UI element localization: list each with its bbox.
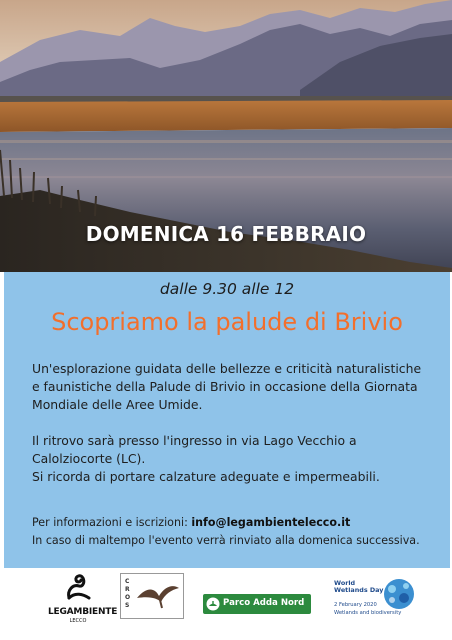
wwd-title-line1: World [334,579,356,587]
meeting-point-text: Il ritrovo sarà presso l'ingresso in via Lago Vecchio a Calolziocorte (LC). [32,433,357,466]
meeting-paragraph [32,432,432,486]
swan-logo-icon [63,572,93,602]
contact-line [32,514,442,532]
description-paragraph: Un'esplorazione guidata delle bellezze e criticità naturalistiche e faunistiche della Palude di Brivio in occasione della Giornata Mondiale delle Aree Umide. [32,361,422,412]
event-time: dalle 9.30 alle 12 [159,280,295,298]
event-date-headline: DOMENICA 16 FEBBRAIO [85,222,367,246]
cros-letters: CROS [125,578,131,609]
email-link[interactable]: info@legambientelecco.it [191,516,351,529]
footwear-note: Si ricorda di portare calzature adeguate e impermeabili. [32,469,380,484]
parco-adda-nord-logo [203,594,311,614]
legambiente-logo [48,572,118,624]
parco-emblem-icon [206,597,220,611]
legambiente-name: LEGAMBIENTE [48,607,118,617]
wwd-title-line2: Wetlands Day [334,586,384,594]
world-wetlands-day-logo [334,576,426,626]
parco-label: Parco Adda Nord [223,598,305,608]
legambiente-city: LECCO [69,618,87,624]
event-title: Scopriamo la palude di Brivio [51,308,403,336]
globe-logo-icon [380,578,418,610]
wwd-theme: Wetlands and biodiversity [334,610,402,616]
weather-note: In caso di maltempo l'evento verrà rinviato alla domenica successiva. [32,533,420,547]
contact-section [32,514,442,549]
bird-logo-icon [135,578,181,614]
sponsor-logos [0,568,452,640]
info-panel [4,272,450,568]
info-label: Per informazioni e iscrizioni: [32,516,192,529]
cros-logo [120,573,184,619]
wwd-date: 2 February 2020 [334,602,377,608]
wwd-title [334,580,384,594]
